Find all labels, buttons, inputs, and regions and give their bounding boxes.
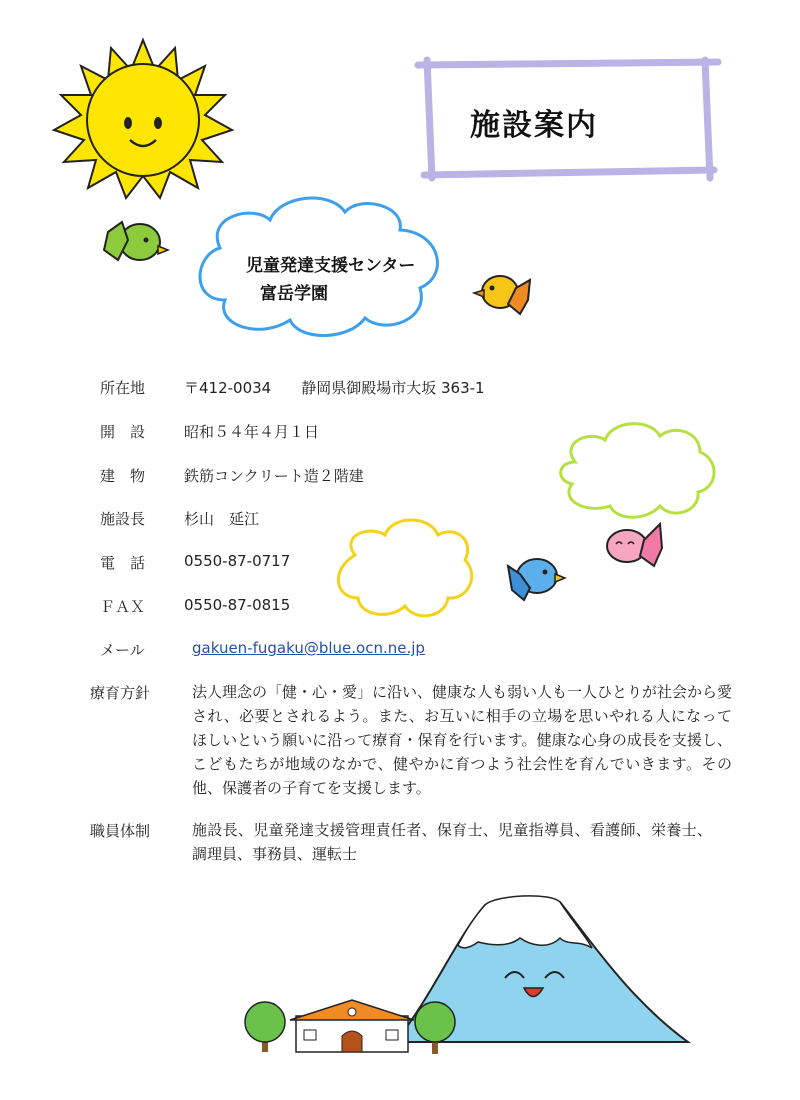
policy-label: 療育方針 (90, 684, 151, 702)
policy-text: 法人理念の「健・心・愛」に沿い、健康な人も弱い人も一人ひとりが社会から愛され、必要とされるよう。また、お互いに相手の立場を思いやれる人になってほしいという願いに沿って療育・保育を行います。健康な心身の成長を支援し、こどもたちが地域のなかで、健やかに育つよう社会性を育んでいきます。その他、保護者の子育てを支援します。 (192, 683, 733, 797)
building-label: 建 物 (100, 467, 146, 485)
staff-text: 施設長、児童発達支援管理責任者、保育士、児童指導員、看護師、栄養士、調理員、事務員、運転士 (192, 821, 712, 863)
phone-label: 電 話 (100, 554, 146, 572)
school-building-icon (290, 1000, 414, 1052)
building-value: 鉄筋コンクリート造２階建 (184, 467, 364, 485)
email-label: メール (100, 641, 145, 659)
director-label: 施設長 (100, 510, 146, 528)
address-value: 〒412-0034 静岡県御殿場市大坂 363-1 (184, 379, 485, 397)
green-bird-icon (104, 222, 168, 260)
facility-name (246, 252, 415, 308)
orange-bird-icon (474, 276, 530, 314)
email-link[interactable]: gakuen-fugaku@blue.ocn.ne.jp (192, 639, 425, 657)
address-label: 所在地 (100, 379, 146, 397)
staff-label: 職員体制 (90, 822, 151, 840)
yellow-cloud (338, 520, 471, 616)
facility-name-line1: 児童発達支援センター (246, 256, 416, 276)
fax-value: 0550-87-0815 (184, 596, 291, 614)
tree-icon (415, 1002, 455, 1054)
facility-name-line2: 富岳学園 (260, 284, 328, 304)
fax-label: ＦＡＸ (100, 598, 146, 616)
green-cloud (561, 424, 714, 518)
blue-bird-icon (508, 559, 565, 600)
tree-icon (245, 1002, 285, 1052)
sun-icon (54, 40, 232, 198)
established-value: 昭和５４年４月１日 (184, 423, 320, 441)
page-title: 施設案内 (470, 108, 598, 143)
established-label: 開 設 (100, 423, 146, 441)
phone-value: 0550-87-0717 (184, 552, 291, 570)
pink-bird-icon (607, 524, 662, 566)
director-value: 杉山 延江 (184, 510, 260, 528)
